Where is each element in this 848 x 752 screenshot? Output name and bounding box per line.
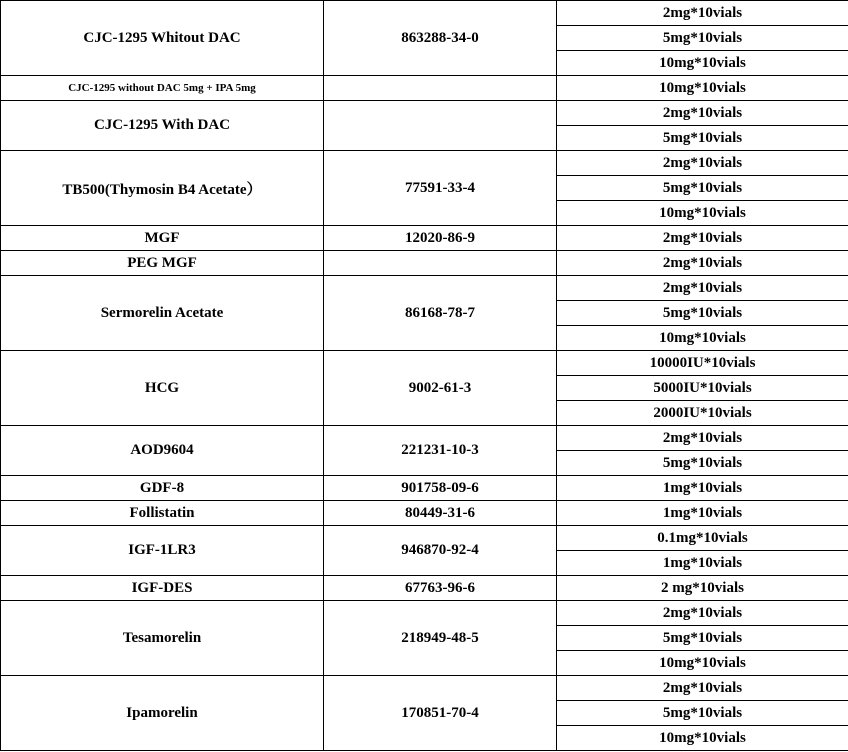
- table-row: [1, 101, 848, 126]
- spec-cell: 2mg*10vials: [557, 601, 848, 626]
- spec-cell: 1mg*10vials: [557, 501, 848, 526]
- cas-number-cell: [324, 251, 557, 276]
- product-name-cell: PEG MGF: [1, 251, 324, 276]
- cas-number-cell: 946870-92-4: [324, 526, 557, 576]
- spec-cell: 5mg*10vials: [557, 26, 848, 51]
- table-row: [1, 276, 848, 301]
- spec-cell: 10mg*10vials: [557, 51, 848, 76]
- table-row: [1, 76, 848, 101]
- product-name-cell: MGF: [1, 226, 324, 251]
- cas-number-cell: 9002-61-3: [324, 351, 557, 426]
- spec-cell: 5mg*10vials: [557, 701, 848, 726]
- table-row: [1, 576, 848, 601]
- spec-cell: 0.1mg*10vials: [557, 526, 848, 551]
- table-row: [1, 351, 848, 376]
- spec-cell: 2mg*10vials: [557, 1, 848, 26]
- cas-number-cell: 86168-78-7: [324, 276, 557, 351]
- table-row: [1, 601, 848, 626]
- cas-number-cell: 901758-09-6: [324, 476, 557, 501]
- spec-cell: 5mg*10vials: [557, 301, 848, 326]
- spec-cell: 5000IU*10vials: [557, 376, 848, 401]
- product-name-cell: CJC-1295 without DAC 5mg + IPA 5mg: [1, 76, 324, 101]
- spec-cell: 2mg*10vials: [557, 426, 848, 451]
- spec-cell: 2 mg*10vials: [557, 576, 848, 601]
- spec-cell: 1mg*10vials: [557, 476, 848, 501]
- product-name-cell: Sermorelin Acetate: [1, 276, 324, 351]
- spec-cell: 2mg*10vials: [557, 676, 848, 701]
- table-row: [1, 526, 848, 551]
- table-row: [1, 226, 848, 251]
- spec-cell: 2000IU*10vials: [557, 401, 848, 426]
- spec-cell: 2mg*10vials: [557, 251, 848, 276]
- product-name-cell: Tesamorelin: [1, 601, 324, 676]
- cas-number-cell: 77591-33-4: [324, 151, 557, 226]
- table-row: [1, 476, 848, 501]
- spec-cell: 10000IU*10vials: [557, 351, 848, 376]
- cas-number-cell: 170851-70-4: [324, 676, 557, 751]
- product-table-body: [1, 1, 848, 751]
- product-name-cell: Follistatin: [1, 501, 324, 526]
- cas-number-cell: 67763-96-6: [324, 576, 557, 601]
- product-name-cell: IGF-DES: [1, 576, 324, 601]
- cas-number-cell: [324, 76, 557, 101]
- spec-cell: 10mg*10vials: [557, 76, 848, 101]
- product-name-cell: CJC-1295 With DAC: [1, 101, 324, 151]
- table-row: [1, 501, 848, 526]
- product-name-cell: HCG: [1, 351, 324, 426]
- spec-cell: 10mg*10vials: [557, 651, 848, 676]
- spec-cell: 2mg*10vials: [557, 276, 848, 301]
- cas-number-cell: 12020-86-9: [324, 226, 557, 251]
- spec-cell: 10mg*10vials: [557, 726, 848, 751]
- spec-cell: 5mg*10vials: [557, 451, 848, 476]
- spec-cell: 5mg*10vials: [557, 626, 848, 651]
- product-name-cell: AOD9604: [1, 426, 324, 476]
- spec-cell: 2mg*10vials: [557, 151, 848, 176]
- spec-cell: 10mg*10vials: [557, 326, 848, 351]
- cas-number-cell: 863288-34-0: [324, 1, 557, 76]
- product-name-cell: GDF-8: [1, 476, 324, 501]
- spec-cell: 10mg*10vials: [557, 201, 848, 226]
- table-row: [1, 251, 848, 276]
- cas-number-cell: 221231-10-3: [324, 426, 557, 476]
- product-name-cell: IGF-1LR3: [1, 526, 324, 576]
- table-row: [1, 151, 848, 176]
- spec-cell: 5mg*10vials: [557, 176, 848, 201]
- product-name-cell: Ipamorelin: [1, 676, 324, 751]
- spec-cell: 5mg*10vials: [557, 126, 848, 151]
- product-name-cell: CJC-1295 Whitout DAC: [1, 1, 324, 76]
- spec-cell: 2mg*10vials: [557, 101, 848, 126]
- cas-number-cell: [324, 101, 557, 151]
- spec-cell: 1mg*10vials: [557, 551, 848, 576]
- table-row: [1, 426, 848, 451]
- cas-number-cell: 80449-31-6: [324, 501, 557, 526]
- cas-number-cell: 218949-48-5: [324, 601, 557, 676]
- spec-cell: 2mg*10vials: [557, 226, 848, 251]
- table-row: [1, 1, 848, 26]
- product-name-cell: TB500(Thymosin B4 Acetate）: [1, 151, 324, 226]
- table-row: [1, 676, 848, 701]
